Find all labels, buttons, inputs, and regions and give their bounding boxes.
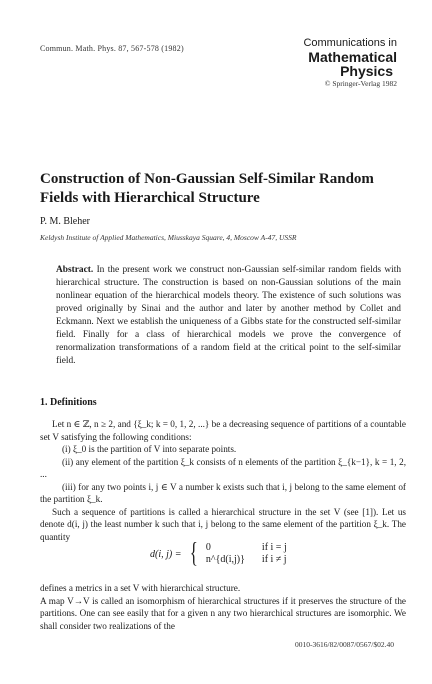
paper-title: Construction of Non-Gaussian Self-Similar Random Fields with Hierarchical Structure	[40, 171, 374, 206]
abstract	[56, 264, 401, 368]
paragraph-metric: defines a metrics in a set V with hierarchical structure.	[40, 583, 241, 593]
formula-case-value: 0	[205, 541, 211, 553]
formula-lhs: d(i, j) =	[150, 548, 182, 560]
formula-case-condition: if i ≠ j	[261, 554, 287, 565]
journal-name-line3: Physics	[340, 63, 393, 80]
paragraph-isomorphism: A map V→V is called an isomorphism of hierarchical structures if it preserves the structure of the partitions. One can see easily that for a given n any two hierarchical structures are isomorphic. We shall consider two realizations of the	[40, 595, 406, 631]
publisher-copyright: © Springer-Verlag 1982	[324, 78, 397, 88]
author-name: P. M. Bleher	[40, 216, 90, 227]
author-affiliation: Keldysh Institute of Applied Mathematics, Miusskaya Square, 4, Moscow A-47, USSR	[40, 233, 297, 242]
section-body	[40, 418, 406, 543]
formula-brace: {	[189, 538, 198, 569]
condition-item-1: (i) ξ_0 is the partition of V into separate points.	[62, 444, 237, 455]
formula-case-row	[206, 542, 287, 555]
condition-item-3: (iii) for any two points i, j ∈ V a number k exists such that i, j belong to the same element of the partition ξ_k.	[40, 481, 406, 505]
formula-case-value: n^{d(i,j)}	[205, 554, 245, 565]
section-body-continued	[40, 582, 406, 632]
paragraph-intro: Let n ∈ ℤ, n ≥ 2, and {ξ_k; k = 0, 1, 2, ...} be a decreasing sequence of partitions of a countable set V satisfying the following conditions:	[40, 419, 406, 442]
abstract-label: Abstract.	[56, 265, 94, 275]
abstract-text: In the present work we construct non-Gaussian self-similar random fields with hierarchical structure. The construction is based on non-Gaussian solutions of the main nonlinear equation of the hierarchical models theory. The existence of such solutions was proved originally by Sinai and the author and later by another method by Collet and Eckmann. Next we establish the uniqueness of a Gibbs state for the constructed self-similar field. Finally for a class of hierarchical models we prove the convergence of renormalization transformations of a random field at the critical point to the self-similar field.	[56, 265, 402, 366]
journal-citation: Commun. Math. Phys. 87, 567-578 (1982)	[40, 44, 184, 53]
paragraph-definition: Such a sequence of partitions is called a hierarchical structure in the set V (see [1]). Let us denote d(i, j) the least number k such that i, j belong to the same element of the partition ξ_k. The quantity	[40, 506, 406, 542]
formula-case-row	[206, 554, 287, 567]
footer-code: 0010-3616/82/0087/0567/$02.40	[295, 640, 394, 649]
section-heading: 1. Definitions	[40, 397, 97, 408]
journal-name-line2: Mathematical	[308, 48, 397, 65]
condition-item-2: (ii) any element of the partition ξ_k consists of n elements of the partition ξ_{k−1}, k = 1, 2, ...	[40, 456, 406, 480]
formula-cases	[206, 542, 287, 567]
metric-formula	[150, 540, 287, 568]
formula-case-condition: if i = j	[261, 541, 287, 553]
journal-name-line1: Communications in	[303, 37, 397, 49]
journal-logo	[303, 38, 397, 88]
